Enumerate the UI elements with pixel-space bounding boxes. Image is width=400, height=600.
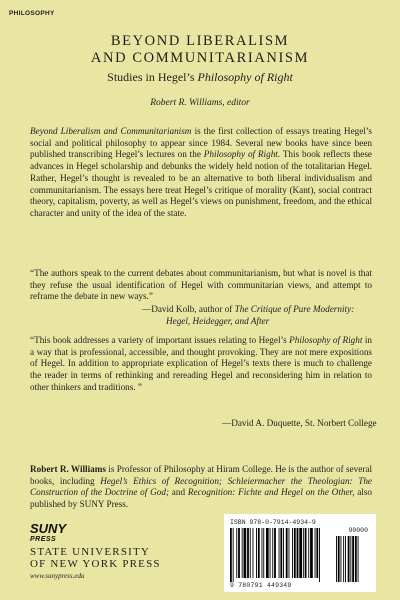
review-quote-1: “The authors speak to the current debates about communitarianism, but what is novel is that they refuse the usual identification of Hegel with communitarian views, and attempt to reframe the debate in new ways.”	[30, 268, 372, 302]
publisher-url: www.sunypress.edu	[30, 572, 85, 580]
review-quote-2	[30, 335, 372, 394]
description-work: Philosophy of Right.	[203, 149, 281, 160]
publisher-name	[30, 547, 161, 570]
bio-text-c: also published by SUNY Press.	[30, 487, 372, 510]
barcode-panel	[224, 514, 376, 592]
review-attribution-1-line-2	[166, 316, 269, 328]
attribution-1-prefix: —David Kolb, author of	[142, 304, 235, 314]
attribution-1-book: The Critique of Pure Modernity:	[234, 304, 355, 314]
bio-book-1: Hegel’s Ethics of Recognition; Schleiermacher the Theologian: The Construction of the Doctrine of God;	[30, 475, 373, 498]
bio-book-2: Recognition: Fichte and Hegel on the Other,	[187, 487, 355, 498]
quote-2-text-b: in a way that is professional, accessible, and thought provoking. They are not mere expositions of Hegel. In addition to appropriate explication of Hegel’s texts there is much to challenge the reader in terms of rethinking and rereading Hegel and reconsidering him in relation to other thinkers and traditions. ”	[30, 335, 373, 392]
isbn-label: ISBN 978-0-7914-4934-9	[230, 519, 316, 526]
category-label: PHILOSOPHY	[9, 10, 55, 17]
book-title	[0, 33, 400, 67]
bio-text-a: is Professor of Philosophy at Hiram College. He is the author of several books, including	[30, 464, 372, 486]
attribution-1-book-line-2: Hegel, Heidegger, and After	[166, 316, 270, 326]
title-line-1: BEYOND LIBERALISM	[110, 33, 290, 49]
bio-author-name: Robert R. Williams	[30, 464, 106, 474]
barcode-icon	[230, 528, 370, 582]
author-bio	[30, 464, 372, 511]
suny-logo-text: SUNY	[30, 521, 67, 536]
quote-2-text-a: “This book addresses a variety of important issues relating to Hegel’s	[30, 335, 290, 345]
title-line-2: AND COMMUNITARIANISM	[90, 50, 310, 66]
publisher-line-1: STATE UNIVERSITY	[30, 546, 151, 558]
suny-press-logo	[30, 523, 66, 545]
subtitle-prefix: Studies in Hegel’s	[107, 70, 198, 84]
ean-number: 9 780791 449349	[230, 582, 292, 589]
suny-logo-press: PRESS	[30, 536, 57, 543]
description-book-title: Beyond Liberalism and Communitarianism	[30, 126, 192, 136]
review-attribution-2: —David A. Duquette, St. Norbert College	[222, 418, 377, 428]
quote-2-work: Philosophy of Right	[289, 335, 363, 345]
editor-credit: Robert R. Williams, editor	[150, 98, 250, 108]
bio-text-b: and	[169, 487, 188, 498]
subtitle-work: Philosophy of Right	[197, 70, 293, 84]
description-text-a: is the first collection of essays treating Hegel’s social and political philosophy to appear since 1984. Several new books have since been published transcribing Hegel’s lectures on the	[30, 126, 372, 160]
publisher-line-2: OF NEW YORK PRESS	[30, 557, 161, 570]
book-subtitle	[0, 70, 400, 85]
description-paragraph	[30, 126, 372, 220]
barcode-addon-number: 90000	[348, 527, 368, 534]
description-text-b: This book reflects these advances in Hegel scholarship and debunks the widely held notion of the totalitarian Hegel. Rather, Hegel’s thought is revealed to be an alternative to both liberal individualism and communitarianism. The essays here treat Hegel’s critique of morality (Kant), social contract theory, capitalism, poverty, as well as Hegel’s views on punishment, freedom, and the ethical character and unity of the idea of the state.	[30, 149, 372, 218]
review-attribution-1	[142, 304, 354, 316]
